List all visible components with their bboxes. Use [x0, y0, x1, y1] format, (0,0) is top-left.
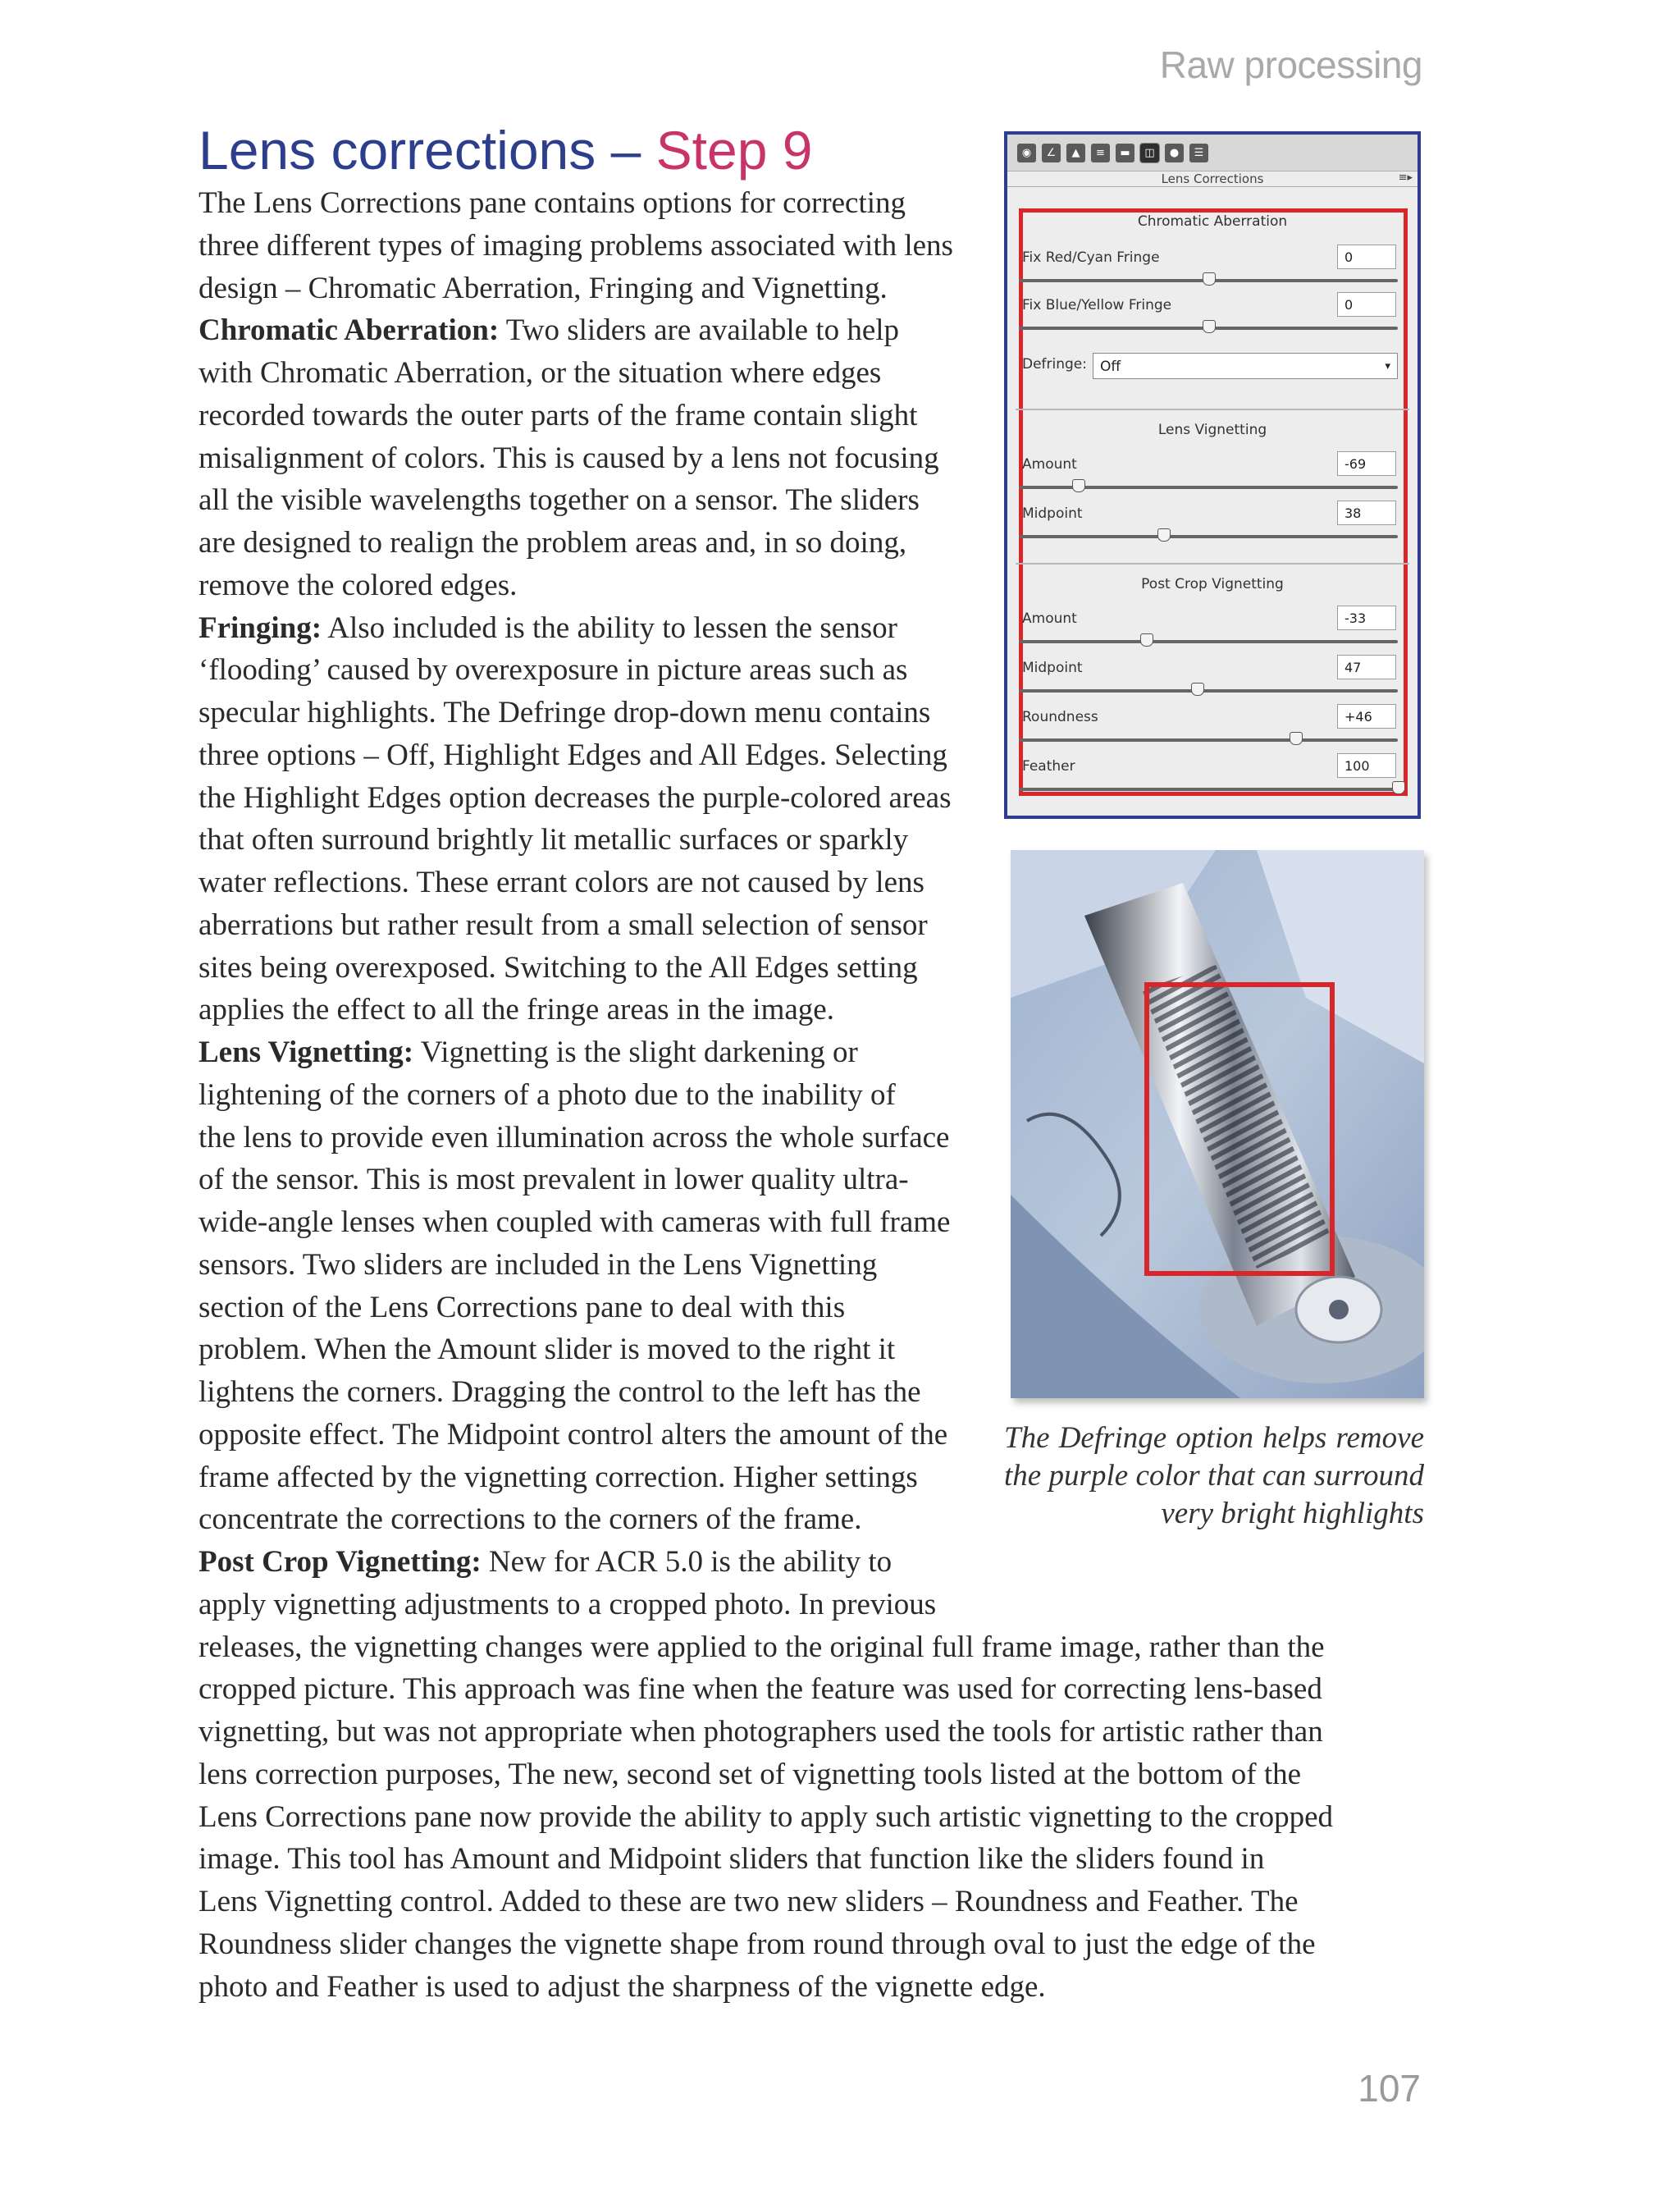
- fringing-lead: Fringing:: [199, 610, 322, 645]
- slider-thumb[interactable]: [1140, 633, 1153, 647]
- body-line: lightening of the corners of a photo due to the inability of: [199, 1077, 896, 1112]
- lens-vignetting-title: Lens Vignetting: [1157, 422, 1267, 438]
- slider-thumb[interactable]: [1203, 320, 1216, 333]
- body-line: that often surround brightly lit metallic surfaces or sparkly: [199, 823, 909, 857]
- slider-thumb[interactable]: [1203, 272, 1216, 286]
- body-line: cropped picture. This approach was fine when the feature was used for correcting lens-based: [199, 1672, 1322, 1707]
- red-cyan-slider[interactable]: [1019, 279, 1398, 282]
- page-number: 107: [1358, 2067, 1421, 2110]
- body-line: aberrations but rather result from a small selection of sensor: [199, 908, 928, 942]
- presets-icon[interactable]: ☰: [1189, 144, 1208, 162]
- body-line: image. This tool has Amount and Midpoint sliders that function like the sliders found in: [199, 1842, 1265, 1877]
- body-line: recorded towards the outer parts of the frame contain slight: [199, 398, 918, 432]
- defringe-example-photo: [1011, 850, 1424, 1398]
- body-line: wide-angle lenses when coupled with cameras with full frame: [199, 1205, 951, 1239]
- split-toning-icon[interactable]: ▬: [1116, 144, 1134, 162]
- caption-line: The Defringe option helps remove: [1004, 1421, 1424, 1455]
- body-line: section of the Lens Corrections pane to deal with this: [199, 1290, 846, 1324]
- body-line: sites being overexposed. Switching to the All Edges setting: [199, 950, 918, 985]
- body-line-text: New for ACR 5.0 is the ability to: [481, 1545, 892, 1579]
- body-line: the Highlight Edges option decreases the purple-colored areas: [199, 780, 952, 815]
- body-line: of the sensor. This is most prevalent in lower quality ultra-: [199, 1163, 909, 1197]
- slider-thumb[interactable]: [1392, 781, 1405, 794]
- pane-title-text: Lens Corrections: [1161, 171, 1264, 186]
- body-line: are designed to realign the problem areas and, in so doing,: [199, 526, 907, 560]
- caption-line: the purple color that can surround: [1004, 1459, 1424, 1493]
- body-line: frame affected by the vignetting correction. Higher settings: [199, 1460, 918, 1494]
- blue-yellow-value[interactable]: 0: [1337, 292, 1396, 317]
- slider-thumb[interactable]: [1191, 683, 1204, 696]
- lv-midpoint-label: Midpoint: [1022, 505, 1083, 522]
- slider-thumb[interactable]: [1290, 732, 1303, 745]
- camera-calibration-icon[interactable]: ●: [1165, 144, 1184, 162]
- pc-feather-slider[interactable]: [1019, 788, 1398, 791]
- body-line: releases, the vignetting changes were applied to the original full frame image, rather than the: [199, 1630, 1325, 1664]
- pc-feather-value[interactable]: 100: [1337, 753, 1396, 778]
- defringe-value: Off: [1100, 359, 1121, 375]
- body-line: lightens the corners. Dragging the control to the left has the: [199, 1375, 921, 1409]
- tone-curve-icon[interactable]: ∠: [1042, 144, 1061, 162]
- panel-toolbar: [1007, 135, 1418, 171]
- body-line: specular highlights. The Defringe drop-down menu contains: [199, 696, 931, 729]
- title-main: Lens corrections –: [199, 120, 656, 181]
- defringe-label: Defringe:: [1022, 356, 1087, 373]
- body-line: problem. When the Amount slider is moved to the right it: [199, 1333, 896, 1367]
- pc-midpoint-slider[interactable]: [1019, 689, 1398, 693]
- body-line-text: Vignetting is the slight darkening or: [413, 1036, 858, 1069]
- body-line: three different types of imaging problems associated with lens: [199, 228, 953, 263]
- body-line: lens correction purposes, The new, second set of vignetting tools listed at the bottom of the: [199, 1757, 1302, 1791]
- body-line: water reflections. These errant colors are not caused by lens: [199, 866, 924, 899]
- pane-title: [1007, 171, 1418, 187]
- chevron-down-icon: ▾: [1385, 360, 1390, 373]
- body-line: The Lens Corrections pane contains options for correcting: [199, 186, 906, 220]
- pc-midpoint-label: Midpoint: [1022, 660, 1083, 676]
- chromatic-aberration-lead: Chromatic Aberration:: [199, 313, 500, 348]
- lv-amount-label: Amount: [1022, 456, 1077, 473]
- body-line: remove the colored edges.: [199, 568, 518, 602]
- pc-roundness-value[interactable]: +46: [1337, 704, 1396, 729]
- post-crop-vignetting-title: Post Crop Vignetting: [1141, 576, 1284, 592]
- pc-feather-label: Feather: [1022, 758, 1075, 775]
- slider-thumb[interactable]: [1157, 528, 1171, 542]
- post-crop-vignetting-lead: Post Crop Vignetting:: [199, 1545, 482, 1579]
- body-line-text: Also included is the ability to lessen the sensor: [322, 610, 897, 645]
- blue-yellow-slider[interactable]: [1019, 327, 1398, 330]
- red-cyan-value[interactable]: 0: [1337, 245, 1396, 269]
- pc-roundness-slider[interactable]: [1019, 738, 1398, 742]
- pc-roundness-label: Roundness: [1022, 709, 1098, 725]
- pc-amount-value[interactable]: -33: [1337, 606, 1396, 630]
- title-step: Step 9: [655, 120, 813, 181]
- body-line: apply vignetting adjustments to a cropped photo. In previous: [199, 1587, 937, 1621]
- body-line: photo and Feather is used to adjust the sharpness of the vignette edge.: [199, 1969, 1046, 2004]
- red-cyan-label: Fix Red/Cyan Fringe: [1022, 249, 1160, 266]
- lv-midpoint-slider[interactable]: [1019, 535, 1398, 538]
- body-line: the lens to provide even illumination across the whole surface: [199, 1120, 950, 1154]
- lens-corrections-icon[interactable]: ◫: [1140, 144, 1159, 162]
- bolt-photo-illustration: [1011, 850, 1424, 1398]
- blue-yellow-label: Fix Blue/Yellow Fringe: [1022, 297, 1172, 313]
- body-line: opposite effect. The Midpoint control alters the amount of the: [199, 1417, 948, 1452]
- body-line: concentrate the corrections to the corners of the frame.: [199, 1502, 862, 1537]
- lens-corrections-panel: [1004, 131, 1421, 819]
- page-title: [199, 119, 812, 181]
- slider-thumb[interactable]: [1072, 479, 1085, 492]
- chromatic-aberration-title: Chromatic Aberration: [1137, 213, 1288, 230]
- basic-icon[interactable]: ◉: [1017, 144, 1036, 162]
- body-line: applies the effect to all the fringe areas in the image.: [199, 993, 834, 1027]
- body-line: with Chromatic Aberration, or the situation where edges: [199, 356, 882, 390]
- pc-midpoint-value[interactable]: 47: [1337, 655, 1396, 679]
- pc-amount-slider[interactable]: [1019, 640, 1398, 643]
- lv-amount-slider[interactable]: [1019, 486, 1398, 489]
- body-line: three options – Off, Highlight Edges and All Edges. Selecting: [199, 738, 947, 772]
- body-line: all the visible wavelengths together on a sensor. The sliders: [199, 483, 920, 518]
- body-line: misalignment of colors. This is caused by a lens not focusing: [199, 441, 939, 475]
- lv-midpoint-value[interactable]: 38: [1337, 501, 1396, 525]
- section-divider: [1016, 563, 1409, 565]
- section-divider: [1016, 409, 1409, 410]
- caption-line: very bright highlights: [1161, 1497, 1424, 1530]
- body-line: Lens Vignetting control. Added to these are two new sliders – Roundness and Feather. The: [199, 1885, 1299, 1918]
- figure-caption: [1004, 1420, 1424, 1533]
- body-line: Lens Corrections pane now provide the ability to apply such artistic vignetting to the cropped: [199, 1799, 1334, 1834]
- lv-amount-value[interactable]: -69: [1337, 451, 1396, 476]
- body-line: design – Chromatic Aberration, Fringing and Vignetting.: [199, 271, 888, 305]
- detail-icon[interactable]: ▲: [1066, 144, 1085, 162]
- body-line: ‘flooding’ caused by overexposure in picture areas such as: [199, 653, 908, 688]
- body-line: vignetting, but was not appropriate when photographers used the tools for artistic rather than: [199, 1715, 1323, 1749]
- body-line: Roundness slider changes the vignette shape from round through oval to just the edge of the: [199, 1927, 1316, 1961]
- body-line-text: Two sliders are available to help: [499, 313, 900, 348]
- pane-menu-icon[interactable]: ≡▸: [1398, 171, 1413, 184]
- running-header: Raw processing: [1159, 43, 1422, 86]
- pc-amount-label: Amount: [1022, 610, 1077, 627]
- bolt-hole: [1329, 1300, 1349, 1319]
- body-line: [199, 1541, 1396, 1584]
- hsl-icon[interactable]: ≡: [1091, 144, 1110, 162]
- body-line: sensors. Two sliders are included in the Lens Vignetting: [199, 1247, 878, 1282]
- defringe-dropdown[interactable]: [1093, 353, 1398, 379]
- lens-vignetting-lead: Lens Vignetting:: [199, 1036, 414, 1069]
